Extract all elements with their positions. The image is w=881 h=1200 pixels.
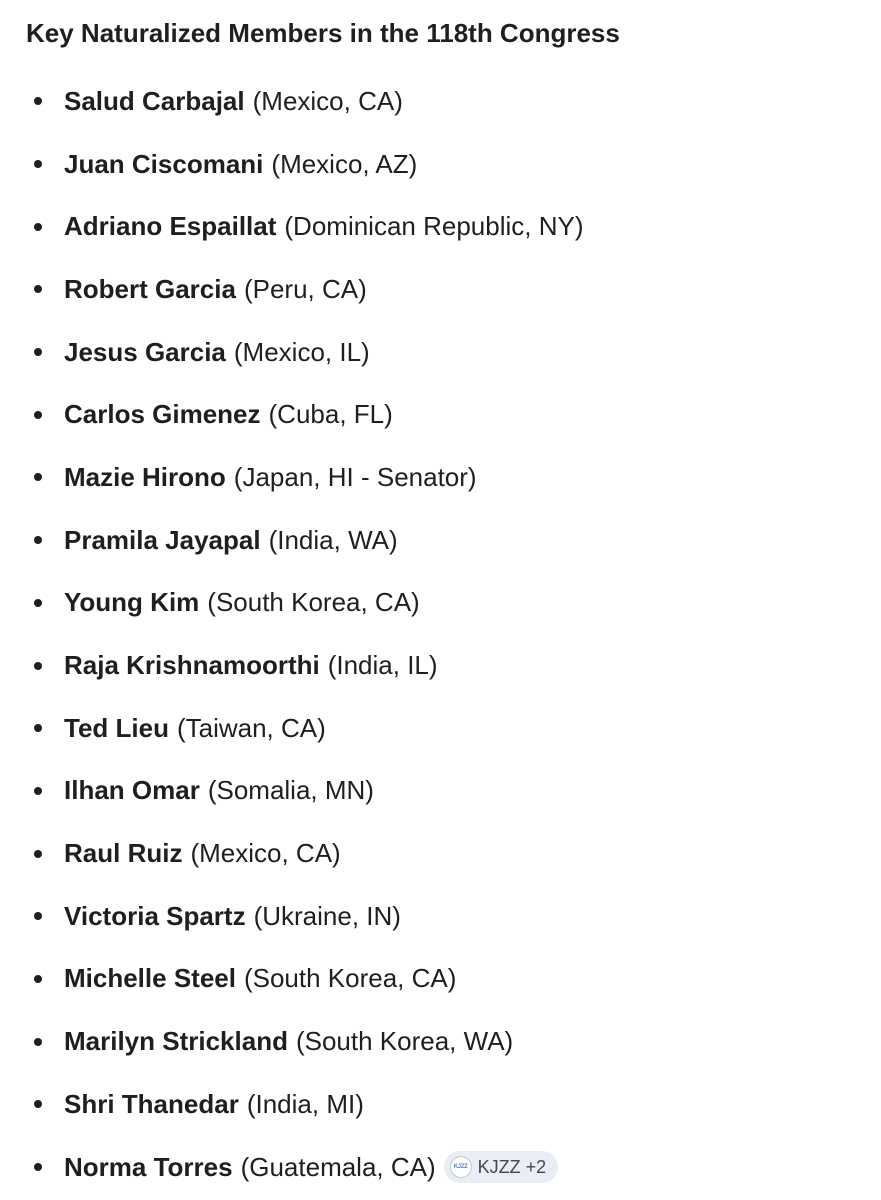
kjzz-logo-icon: KJZZ <box>450 1156 472 1178</box>
list-item <box>0 760 881 823</box>
member-name: Michelle Steel <box>64 963 236 994</box>
member-name: Pramila Jayapal <box>64 524 261 555</box>
member-detail: (Dominican Republic, NY) <box>284 211 584 242</box>
member-detail: (Cuba, FL) <box>268 399 393 430</box>
list-item <box>0 321 881 384</box>
member-name: Salud Carbajal <box>64 85 245 116</box>
member-name: Raja Krishnamoorthi <box>64 650 320 681</box>
member-name: Raul Ruiz <box>64 838 183 869</box>
list-item <box>0 258 881 321</box>
list-item <box>0 572 881 635</box>
bullet-icon <box>34 1163 42 1171</box>
bullet-icon <box>34 787 42 795</box>
member-detail: (Mexico, AZ) <box>271 148 418 179</box>
source-chip-label: KJZZ +2 <box>477 1156 547 1177</box>
list-item <box>0 70 881 133</box>
list-item <box>0 509 881 572</box>
member-name: Marilyn Strickland <box>64 1026 288 1057</box>
member-detail: (India, WA) <box>268 524 398 555</box>
bullet-icon <box>34 850 42 858</box>
member-detail: (India, IL) <box>327 650 438 681</box>
list-item <box>0 383 881 446</box>
list-item <box>0 1073 881 1136</box>
member-detail: (India, MI) <box>246 1088 364 1119</box>
member-detail: (South Korea, WA) <box>295 1026 514 1057</box>
page-title: Key Naturalized Members in the 118th Congress <box>26 18 620 48</box>
list-item <box>0 1010 881 1073</box>
list-item <box>0 948 881 1011</box>
member-name: Adriano Espaillat <box>64 211 277 242</box>
member-detail: (Ukraine, IN) <box>253 900 401 931</box>
member-name: Young Kim <box>64 587 200 618</box>
list-item <box>0 634 881 697</box>
bullet-icon <box>34 536 42 544</box>
bullet-icon <box>34 724 42 732</box>
member-detail: (Mexico, CA) <box>252 85 403 116</box>
list-item <box>0 697 881 760</box>
list-item <box>0 822 881 885</box>
source-chip-button[interactable] <box>444 1151 559 1183</box>
bullet-icon <box>34 223 42 231</box>
list-item <box>0 195 881 258</box>
list-item <box>0 133 881 196</box>
list-item <box>0 1136 881 1199</box>
member-name: Norma Torres <box>64 1151 233 1182</box>
member-name: Mazie Hirono <box>64 461 226 492</box>
bullet-icon <box>34 1038 42 1046</box>
member-name: Ted Lieu <box>64 712 169 743</box>
member-detail: (South Korea, CA) <box>207 587 420 618</box>
member-name: Shri Thanedar <box>64 1088 239 1119</box>
bullet-icon <box>34 160 42 168</box>
bullet-icon <box>34 1100 42 1108</box>
member-name: Carlos Gimenez <box>64 399 261 430</box>
bullet-icon <box>34 285 42 293</box>
bullet-icon <box>34 975 42 983</box>
member-name: Juan Ciscomani <box>64 148 264 179</box>
bullet-icon <box>34 348 42 356</box>
member-detail: (Taiwan, CA) <box>176 712 326 743</box>
member-detail: (Guatemala, CA) <box>240 1151 436 1182</box>
list-item <box>0 446 881 509</box>
member-name: Victoria Spartz <box>64 900 246 931</box>
member-name: Jesus Garcia <box>64 336 226 367</box>
bullet-icon <box>34 473 42 481</box>
member-detail: (Peru, CA) <box>243 273 367 304</box>
list-item <box>0 885 881 948</box>
bullet-icon <box>34 599 42 607</box>
member-detail: (Japan, HI - Senator) <box>233 461 477 492</box>
bullet-icon <box>34 97 42 105</box>
member-detail: (South Korea, CA) <box>243 963 457 994</box>
member-name: Robert Garcia <box>64 273 236 304</box>
member-name: Ilhan Omar <box>64 775 200 806</box>
member-detail: (Somalia, MN) <box>207 775 374 806</box>
member-list <box>0 70 881 1198</box>
bullet-icon <box>34 411 42 419</box>
bullet-icon <box>34 912 42 920</box>
member-detail: (Mexico, CA) <box>190 838 341 869</box>
bullet-icon <box>34 662 42 670</box>
member-detail: (Mexico, IL) <box>233 336 370 367</box>
